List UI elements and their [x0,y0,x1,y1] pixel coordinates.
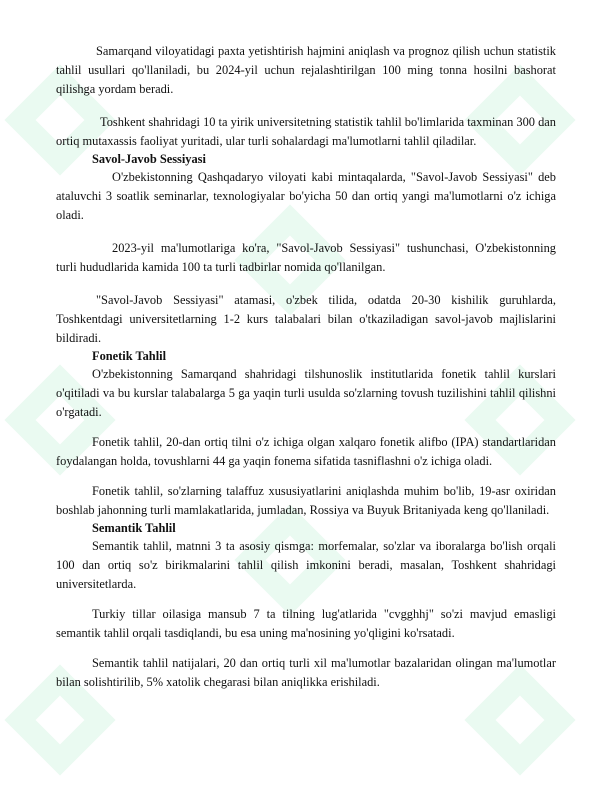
paragraph-ipa: Fonetik tahlil, 20-dan ortiq tilni o'z ichiga olgan xalqaro fonetik alifbo (IPA) standartlaridan foydalangan holda, tovushlarni 44 ga yaqin fonema sifatida tasniflashni o'z ichiga oladi. [56,435,556,468]
paragraph-qashqadaryo-seminars: O'zbekistonning Qashqadaryo viloyati kabi mintaqalarda, "Savol-Javob Sessiyasi" deb ataluvchi 3 soatlik seminarlar, texnologiyalar bo'yicha 50 dan ortiq yangi ma'lumotlarni o'z ichiga oladi. [56,170,556,222]
heading-semantik-tahlil: Semantik Tahlil [92,521,176,535]
paragraph-cotton-forecast: Samarqand viloyatidagi paxta yetishtirish hajmini aniqlash va prognoz qilish uchun statistik tahlil usullari qo'llaniladi, bu 2024-yil uchun rejalashtirilgan 100 ming tonna hosilni bashorat qilishga yordam beradi. [56,44,556,96]
paragraph-savol-javob-term: "Savol-Javob Sessiyasi" atamasi, o'zbek tilida, odatda 20-30 kishilik guruhlarda, Toshkentdagi universitetlarning 1-2 kurs talabalari bilan o'tkaziladigan savol-javob majlislarini bildiradi. [56,293,556,345]
document-body [56,42,556,692]
paragraph-turkic-dictionaries: Turkiy tillar oilasiga mansub 7 ta tilning lug'atlarida "cvgghhj" so'zi mavjud emasligi semantik tahlil orqali tasdiqlandi, bu esa uning ma'nosining yo'qligini ko'rsatadi. [56,607,556,640]
heading-savol-javob: Savol-Javob Sessiyasi [92,152,206,166]
paragraph-phonetic-courses: O'zbekistonning Samarqand shahridagi tilshunoslik institutlarida fonetik tahlil kurslari o'qitiladi va bu kurslar talabalarga 5 ga yaqin turli usulda so'zlarning tovush tuzilishini tahlil qilishni o'rgatadi. [56,367,556,419]
paragraph-semantic-results: Semantik tahlil natijalari, 20 dan ortiq turli xil ma'lumotlar bazalaridan olingan ma'lumotlar bilan solishtirilib, 5% xatolik chegarasi bilan aniqlikka erishiladi. [56,656,556,689]
heading-fonetik-tahlil: Fonetik Tahlil [92,349,167,363]
paragraph-2023-data: 2023-yil ma'lumotlariga ko'ra, "Savol-Javob Sessiyasi" tushunchasi, O'zbekistonning turli hududlarida kamida 100 ta turli tadbirlar nomida qo'llanilgan. [56,241,556,274]
paragraph-semantic-parts: Semantik tahlil, matnni 3 ta asosiy qismga: morfemalar, so'zlar va iboralarga bo'lish orqali 100 dan ortiq so'z birikmalarini tahlil qilish imkonini beradi, masalan, Toshkent shahridagi universitetlarda. [56,539,556,591]
paragraph-tashkent-universities: Toshkent shahridagi 10 ta yirik universitetning statistik tahlil bo'limlarida taxminan 300 dan ortiq mutaxassis faoliyat yuritadi, ular turli sohalardagi ma'lumotlarni tahlil qiladilar. [56,115,556,148]
paragraph-pronunciation: Fonetik tahlil, so'zlarning talaffuz xususiyatlarini aniqlashda muhim bo'lib, 19-asr oxiridan boshlab jahonning turli mamlakatlarida, jumladan, Rossiya va Buyuk Britaniyada keng qo'llaniladi. [56,484,556,517]
